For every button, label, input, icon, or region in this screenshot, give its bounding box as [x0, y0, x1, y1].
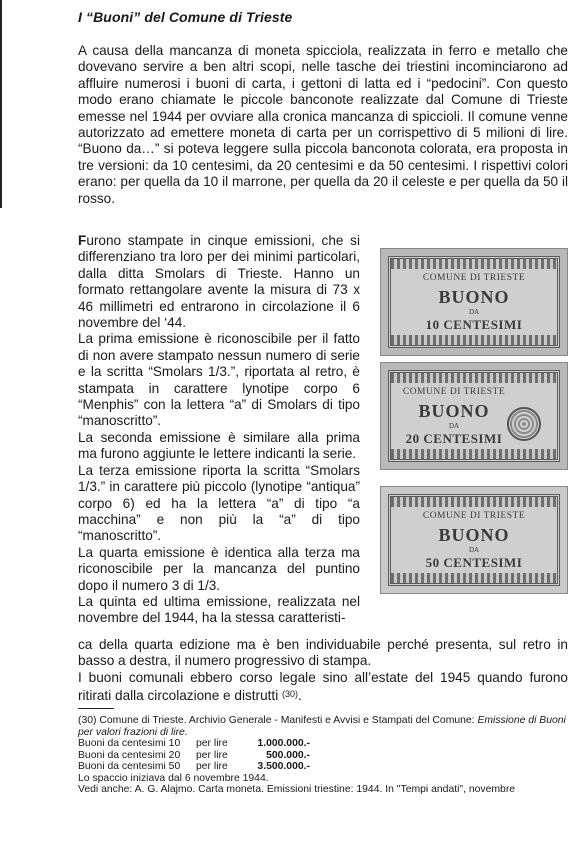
- banknote-image-20: [380, 362, 568, 470]
- intro-paragraph: A causa della mancanza di moneta spicciola, realizzata in ferro e metallo che dovevano servire a ben altri scopi, nelle tasche dei triestini incominciarono ad affluire numerosi i buoni di carta, i gettoni di latta ed i “pedocini”. Con questo modo erano chiamate le piccole banconote realizzate dal Comune di Trieste emesse nel 1944 per ovviare alla cronica mancanza di spiccioli. Il comune venne autorizzato ad emettere moneta di carta per un corrispettivo di 5 milioni di lire. “Buono da…” si poteva leggere sulla piccola banconota colorata, era proposta in tre versioni: da 10 centesimi, da 20 centesimi e da 50 centesimi. I rispettivi colori erano: per quella da 10 il marrone, per quella da 20 il celeste e per quella da 50 il rosso.: [78, 43, 568, 206]
- amount-row: Buoni da centesimi 20 per lire 500.000.-: [78, 749, 310, 761]
- footnote-divider: [78, 708, 114, 709]
- banknote-issuer: COMUNE DI TRIESTE: [402, 387, 506, 397]
- banknote-value: 50 CENTESIMI: [425, 555, 523, 570]
- column-paragraph-6: La quinta ed ultima emissione, realizzata nel novembre del 1944, ha la stessa caratteristi-: [78, 593, 360, 626]
- banknote-issuer: COMUNE DI TRIESTE: [422, 511, 526, 521]
- column-text: [78, 233, 360, 627]
- footnote-see-also: Vedi anche: A. G. Alajmo. Carta moneta. Emissioni triestine: 1944. In "Tempi andati", novembre: [78, 784, 516, 795]
- banknote-issuer: COMUNE DI TRIESTE: [422, 273, 526, 283]
- amount-row: Buoni da centesimi 50 per lire 3.500.000.-: [78, 761, 310, 772]
- margin-rule: [0, 0, 2, 208]
- banknote-image-50: [380, 486, 568, 594]
- closing-paragraph-1: ca della quarta edizione ma è ben individuabile perché presenta, sul retro in basso a destra, il numero progressivo di stampa.: [78, 637, 568, 669]
- footnotes: [78, 715, 572, 796]
- closing-text: [78, 637, 568, 705]
- footnote-source: (30) Comune di Trieste. Archivio Generale - Manifesti e Avvisi e Stampati del Comune: Emissione di Buoni per valori frazioni di lire.: [78, 715, 566, 738]
- initial-letter: F: [78, 233, 87, 248]
- amount-row: Buoni da centesimi 10 per lire 1.000.000.-: [78, 738, 310, 749]
- banknote-value: 20 CENTESIMI: [405, 431, 503, 446]
- banknote-heading: BUONO: [438, 287, 510, 307]
- banknote-heading: BUONO: [438, 525, 510, 545]
- footnote-start-date: Lo spaccio iniziava dal 6 novembre 1944.: [78, 772, 269, 784]
- banknote-frame: [388, 494, 560, 586]
- column-paragraph-2: La prima emissione è riconoscibile per il fatto di non avere stampato nessun numero di serie e la scritta “Smolars 1/3.”, riportata al retro, è stampata in carattere lynotipe corpo 6 “Menphis” con la lettera “a” di Smolars di tipo “manoscritto”.: [78, 331, 360, 429]
- section-title: I “Buoni” del Comune di Trieste: [78, 9, 293, 25]
- footnote-number: (30): [78, 715, 97, 726]
- column-paragraph-4: La terza emissione riporta la scritta “Smolars 1/3.” in carattere più piccolo (lynotipe “antiqua” corpo 6) ed ha la lettera “a” di tipo “a macchina” e non più la “a” di tipo “manoscritto”.: [78, 462, 360, 544]
- banknote-heading: BUONO: [418, 401, 490, 421]
- banknote-frame: [388, 370, 560, 462]
- banknote-da: DA: [468, 546, 480, 554]
- column-paragraph-5: La quarta emissione è identica alla terza ma riconoscibile per la mancanza del puntino dopo il numero 3 di 1/3.: [78, 544, 360, 593]
- banknote-value: 10 CENTESIMI: [425, 317, 523, 332]
- banknote-da: DA: [468, 308, 480, 316]
- closing-paragraph-2: I buoni comunali ebbero corso legale sino all’estate del 1945 quando furono ritirati dalla circolazione e distrutti $^{(30)}$.: [78, 669, 568, 704]
- banknote-da: DA: [448, 422, 460, 430]
- footnote-reference[interactable]: (30): [282, 689, 299, 700]
- banknote-frame: [388, 256, 560, 348]
- banknote-image-10: [380, 248, 568, 356]
- column-paragraph-3: La seconda emissione è similare alla prima ma furono aggiunte le lettere indicanti la serie.: [78, 429, 360, 462]
- seal-emblem: [507, 407, 541, 441]
- column-paragraph-1: Furono stampate in cinque emissioni, che si differenziano tra loro per dei minimi particolari, dalla ditta Smolars di Trieste. Hanno un formato rettangolare avente la misura di 73 x 46 millimetri ed entrarono in circolazione il 6 novembre del ‘44.: [78, 233, 360, 331]
